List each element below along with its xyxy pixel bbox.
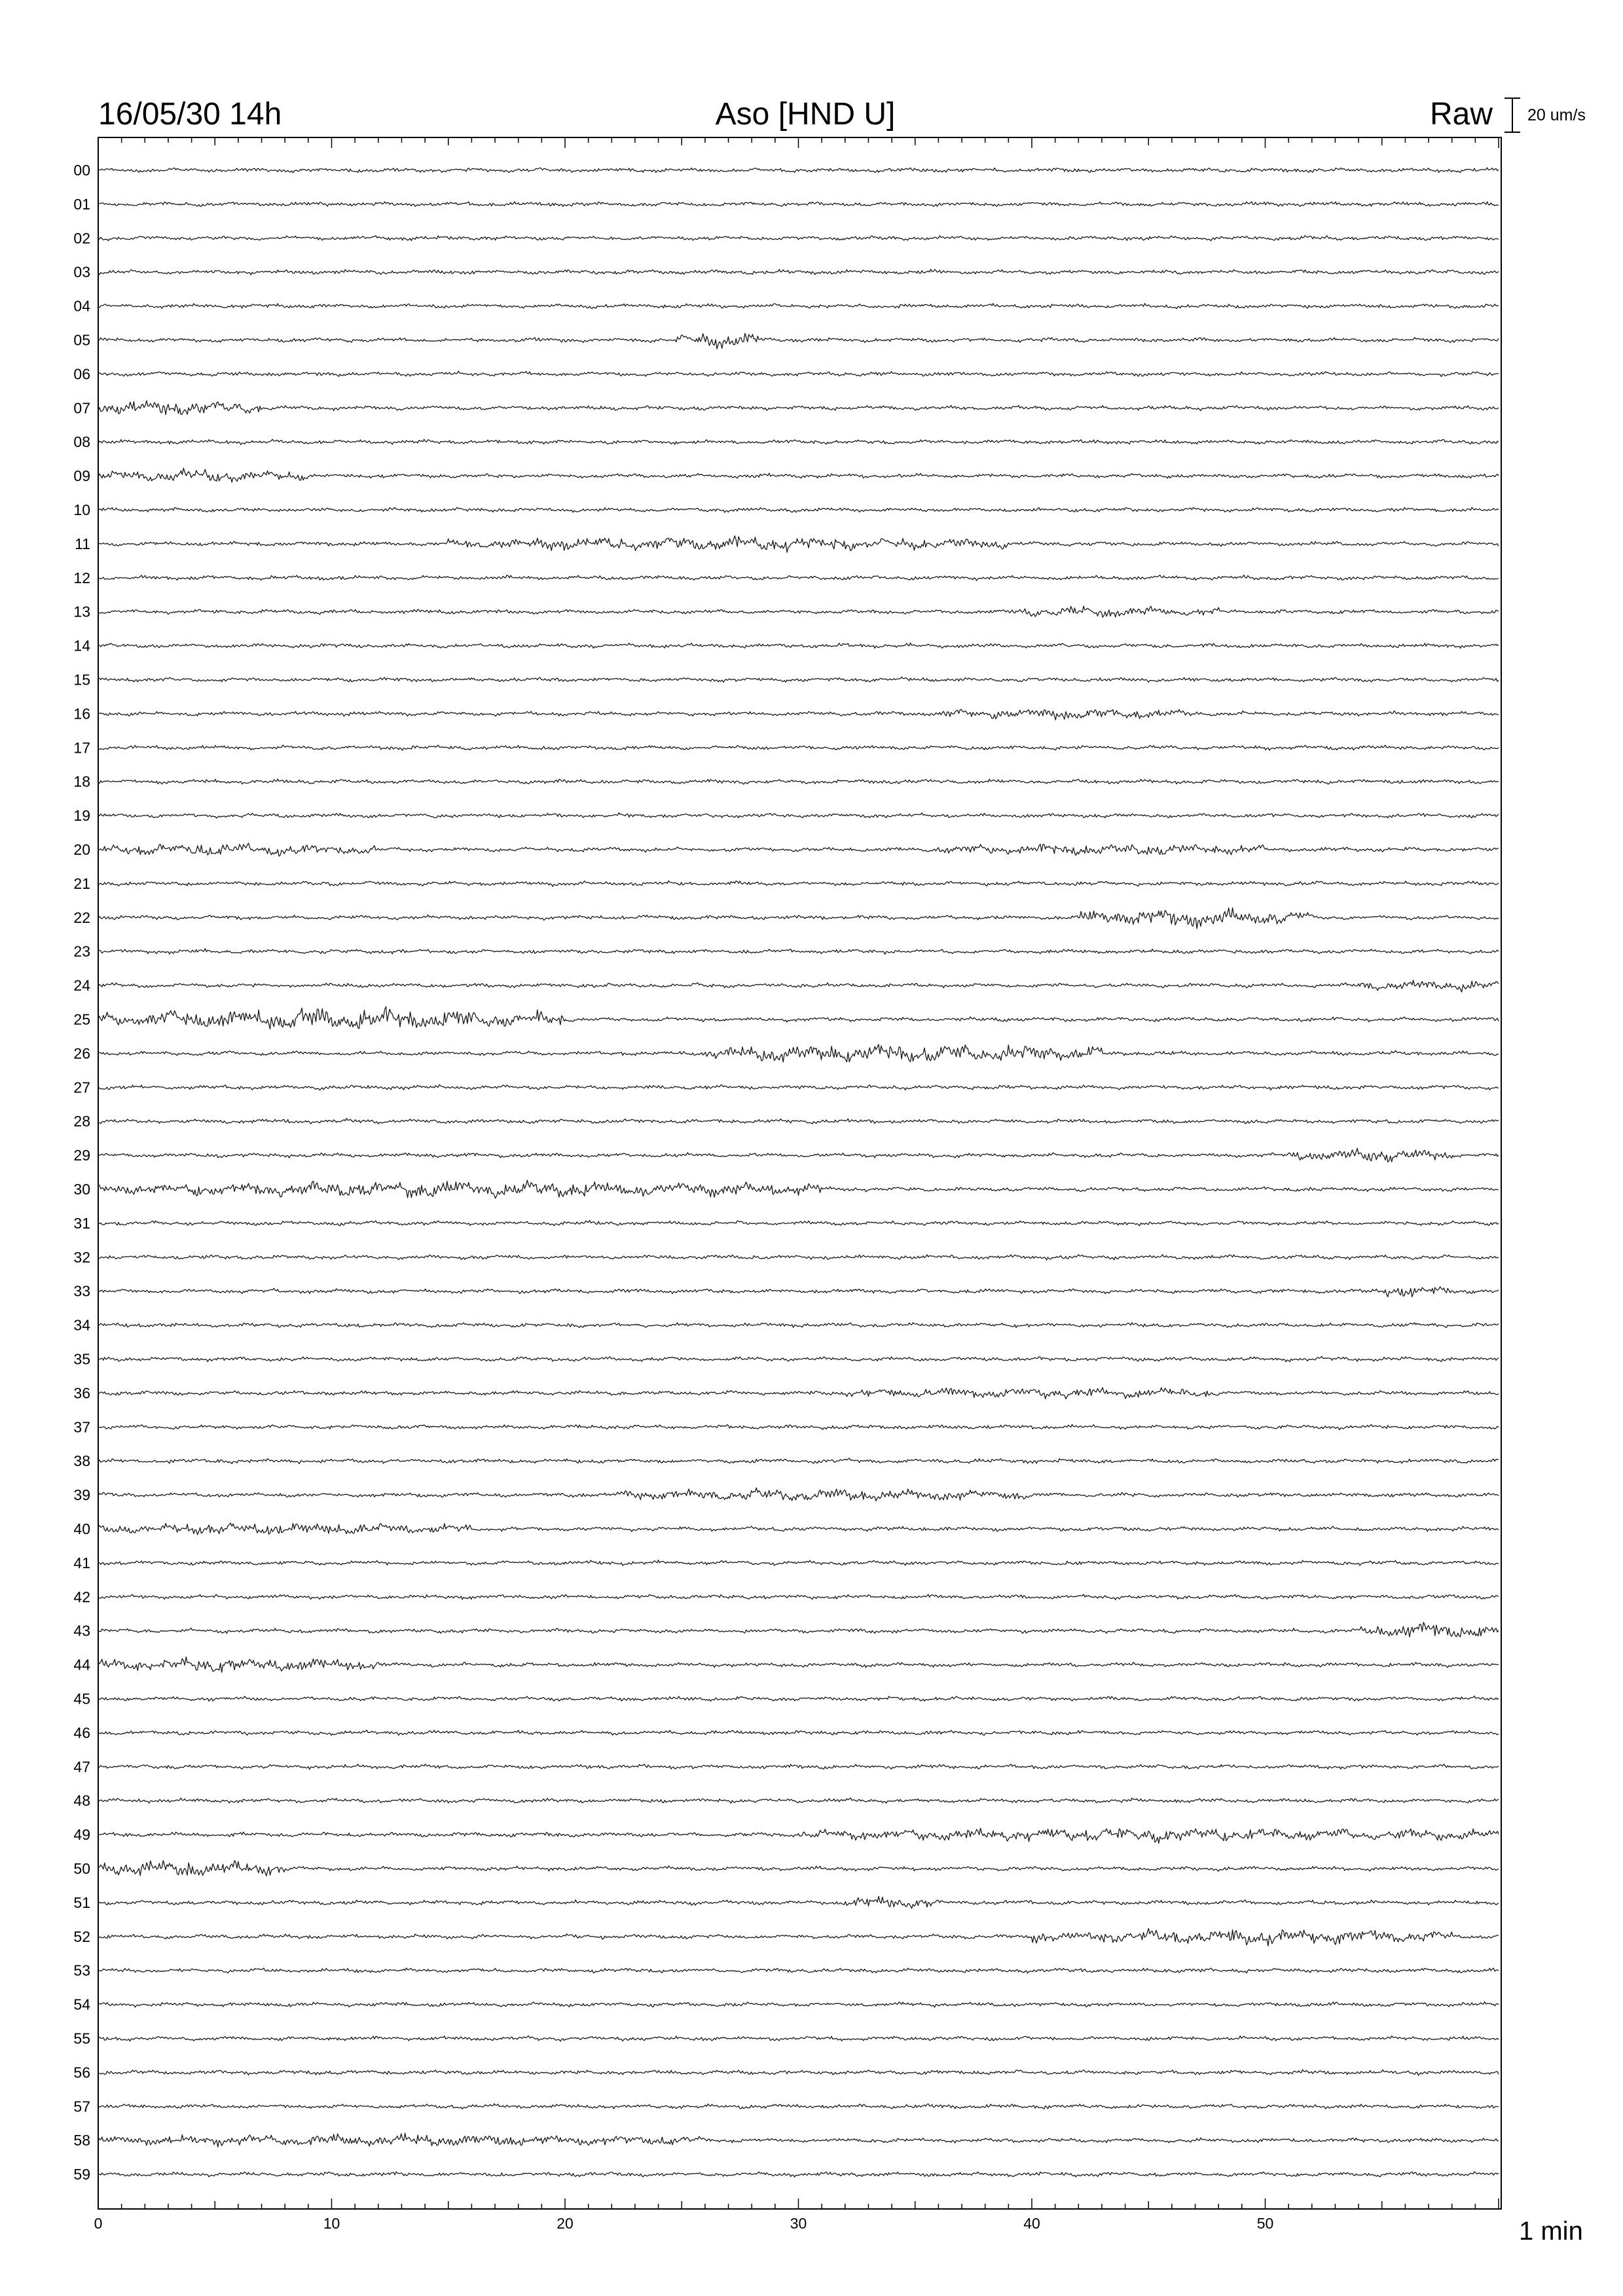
seismic-trace: [98, 1896, 1499, 1909]
seismic-trace: [98, 606, 1499, 617]
seismic-trace: [98, 1488, 1499, 1501]
row-label: 28: [73, 1113, 90, 1130]
row-label: 34: [73, 1316, 90, 1334]
row-label: 36: [73, 1384, 90, 1402]
seismic-trace: [98, 643, 1499, 648]
amplitude-scale-bar: [1504, 98, 1520, 132]
row-label: 35: [73, 1350, 90, 1368]
seismic-trace: [98, 813, 1499, 818]
row-label: 54: [73, 1996, 90, 2013]
seismic-trace: [98, 468, 1499, 482]
seismic-trace: [98, 1180, 1499, 1198]
seismic-trace: [98, 1045, 1499, 1062]
seismic-trace: [98, 1623, 1499, 1637]
seismic-trace: [98, 1149, 1499, 1162]
row-label: 24: [73, 977, 90, 994]
row-labels: [73, 162, 90, 2183]
row-label: 48: [73, 1792, 90, 1810]
seismic-trace: [98, 1287, 1499, 1297]
seismic-trace: [98, 881, 1499, 887]
row-label: 30: [73, 1181, 90, 1198]
row-label: 22: [73, 908, 90, 926]
seismic-trace: [98, 304, 1499, 309]
seismic-trace: [98, 1119, 1499, 1124]
row-label: 15: [73, 671, 90, 689]
plot-frame: [98, 137, 1501, 2209]
row-label: 47: [73, 1758, 90, 1776]
row-label: 07: [73, 399, 90, 417]
seismic-trace: [98, 1928, 1499, 1946]
seismic-trace: [98, 745, 1499, 750]
row-label: 00: [73, 162, 90, 179]
row-label: 13: [73, 603, 90, 620]
row-label: 23: [73, 942, 90, 960]
row-label: 37: [73, 1418, 90, 1436]
row-label: 33: [73, 1282, 90, 1300]
row-label: 59: [73, 2166, 90, 2183]
seismic-trace: [98, 168, 1499, 173]
seismic-trace: [98, 1255, 1499, 1260]
row-label: 26: [73, 1045, 90, 1062]
row-label: 20: [73, 841, 90, 858]
row-label: 55: [73, 2030, 90, 2047]
seismic-trace: [98, 536, 1499, 552]
row-label: 58: [73, 2132, 90, 2149]
row-label: 52: [73, 1928, 90, 1945]
row-label: 39: [73, 1486, 90, 1504]
seismic-trace: [98, 1323, 1499, 1328]
seismic-trace: [98, 507, 1499, 512]
row-label: 57: [73, 2098, 90, 2115]
row-label: 14: [73, 637, 90, 655]
row-label: 41: [73, 1554, 90, 1571]
seismic-trace: [98, 843, 1499, 856]
seismic-trace: [98, 2070, 1499, 2075]
x-tick-label: 10: [323, 2215, 340, 2232]
x-tick-label: 0: [94, 2215, 103, 2232]
row-label: 32: [73, 1248, 90, 1266]
row-label: 09: [73, 467, 90, 485]
seismic-trace: [98, 401, 1499, 414]
minute-ticks: [98, 137, 1499, 2209]
x-tick-label: 50: [1256, 2215, 1274, 2232]
row-label: 01: [73, 195, 90, 213]
row-label: 43: [73, 1622, 90, 1640]
seismic-trace: [98, 1696, 1499, 1701]
mode-label: Raw: [1429, 97, 1493, 132]
row-label: 11: [75, 535, 90, 552]
row-label: 02: [73, 229, 90, 247]
seismic-trace: [98, 1458, 1499, 1464]
chart-title: Aso [HND U]: [715, 97, 896, 132]
seismic-trace: [98, 1657, 1499, 1673]
seismic-trace: [98, 1560, 1499, 1566]
seismic-trace: [98, 1798, 1499, 1803]
seismic-trace: [98, 1357, 1499, 1362]
row-label: 27: [73, 1079, 90, 1096]
seismic-trace: [98, 1730, 1499, 1735]
row-label: 53: [73, 1962, 90, 1979]
x-tick-label: 30: [790, 2215, 807, 2232]
row-label: 19: [73, 807, 90, 825]
seismic-trace: [98, 1861, 1499, 1876]
row-label: 06: [73, 365, 90, 383]
seismic-trace: [98, 2104, 1499, 2109]
seismic-trace: [98, 1007, 1499, 1029]
row-label: 17: [73, 739, 90, 757]
scale-label: 20 um/s: [1527, 106, 1586, 124]
row-label: 42: [73, 1588, 90, 1605]
seismic-trace: [98, 202, 1499, 206]
row-label: 08: [73, 433, 90, 451]
seismic-trace: [98, 2001, 1499, 2007]
row-label: 18: [73, 773, 90, 791]
seismic-trace: [98, 1388, 1499, 1399]
row-label: 38: [73, 1452, 90, 1470]
row-label: 45: [73, 1690, 90, 1708]
row-label: 16: [73, 705, 90, 723]
row-label: 31: [73, 1214, 90, 1232]
x-tick-label: 40: [1023, 2215, 1040, 2232]
row-label: 49: [73, 1826, 90, 1844]
row-label: 21: [73, 874, 90, 892]
seismic-trace: [98, 1221, 1499, 1226]
seismic-trace: [98, 1424, 1499, 1429]
seismic-trace: [98, 709, 1499, 720]
seismic-trace: [98, 948, 1499, 954]
seismic-trace: [98, 779, 1499, 784]
datetime-label: 16/05/30 14h: [98, 97, 282, 132]
row-label: 05: [73, 331, 90, 349]
seismic-trace: [98, 575, 1499, 581]
seismic-trace: [98, 236, 1499, 241]
row-label: 46: [73, 1724, 90, 1742]
x-tick-labels: [94, 2215, 1274, 2232]
seismic-trace: [98, 1764, 1499, 1769]
row-label: 12: [73, 569, 90, 586]
seismic-trace: [98, 2133, 1499, 2147]
seismic-trace: [98, 333, 1499, 349]
row-label: 40: [73, 1520, 90, 1537]
seismic-trace: [98, 1968, 1499, 1973]
row-label: 04: [73, 297, 90, 315]
seismic-trace: [98, 2036, 1499, 2041]
seismic-trace: [98, 1594, 1499, 1600]
x-axis-label: 1 min: [1519, 2217, 1583, 2246]
row-label: 50: [73, 1860, 90, 1877]
row-label: 25: [73, 1011, 90, 1028]
x-tick-label: 20: [556, 2215, 574, 2232]
row-label: 10: [73, 501, 90, 518]
seismic-trace: [98, 269, 1499, 275]
seismic-trace: [98, 439, 1499, 444]
traces: [98, 168, 1499, 2177]
row-label: 51: [73, 1893, 90, 1911]
seismic-trace: [98, 1828, 1499, 1843]
seismic-trace: [98, 980, 1499, 992]
row-label: 56: [73, 2064, 90, 2081]
seismic-trace: [98, 1085, 1499, 1090]
seismic-trace: [98, 908, 1499, 929]
seismic-trace: [98, 677, 1499, 682]
row-label: 44: [73, 1656, 90, 1674]
seismic-trace: [98, 371, 1499, 376]
seismic-trace: [98, 2172, 1499, 2177]
row-label: 03: [73, 263, 90, 281]
row-label: 29: [73, 1147, 90, 1164]
seismic-trace: [98, 1523, 1499, 1535]
